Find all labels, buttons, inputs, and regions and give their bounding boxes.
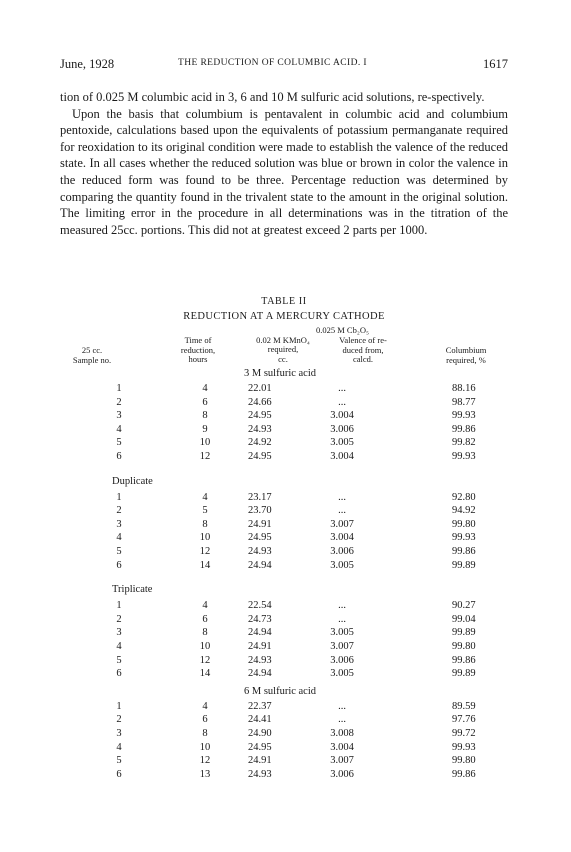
cell-kmno4: 22.54	[248, 600, 272, 612]
cell-valence: ...	[338, 491, 346, 503]
table-row	[0, 755, 571, 769]
column-header-columbium	[422, 346, 510, 365]
cell-columbium: 99.89	[452, 668, 476, 680]
table-row	[0, 451, 571, 465]
cell-kmno4: 24.91	[248, 641, 272, 652]
cell-sample: 1	[116, 491, 122, 503]
cell-time: 10	[199, 741, 211, 753]
cell-kmno4: 24.95	[248, 741, 272, 753]
cell-kmno4: 24.66	[248, 396, 272, 408]
cell-columbium: 99.04	[452, 613, 476, 625]
column-header-sample	[48, 346, 136, 365]
cell-sample: 4	[116, 532, 122, 544]
cell-columbium: 99.86	[452, 423, 476, 435]
body-text	[60, 89, 508, 238]
cell-kmno4: 24.90	[248, 728, 272, 739]
cell-kmno4: 24.93	[248, 768, 272, 780]
table-row	[0, 519, 571, 533]
cell-kmno4: 24.94	[248, 668, 272, 680]
table-column-headers	[60, 325, 520, 373]
column-header-valence-line: Valence of re-	[339, 335, 387, 345]
cell-valence: 3.004	[330, 451, 354, 462]
cell-valence: 3.005	[330, 668, 354, 680]
cell-columbium: 99.89	[452, 559, 476, 571]
cell-time: 8	[202, 728, 208, 739]
table-row	[0, 383, 571, 397]
cell-columbium: 88.16	[452, 383, 476, 394]
cell-time: 4	[202, 491, 208, 503]
column-header-kmno4-line: cc.	[278, 353, 288, 364]
table-row	[0, 532, 571, 546]
cell-valence: 3.004	[330, 532, 354, 544]
column-header-valence-line: calcd.	[352, 354, 374, 364]
table-row	[0, 655, 571, 669]
column-header-kmno4-line: 0.02 M KMnO₄	[256, 334, 310, 345]
cell-kmno4: 24.73	[248, 613, 272, 625]
cell-columbium: 99.93	[452, 410, 476, 422]
cell-time: 8	[202, 627, 208, 639]
table-caption: REDUCTION AT A MERCURY CATHODE	[183, 311, 385, 322]
section-title: 6 M sulfuric acid	[243, 685, 317, 697]
cell-columbium: 99.93	[452, 741, 476, 753]
table-row	[0, 492, 571, 506]
cell-columbium: 99.86	[452, 654, 476, 666]
cell-sample: 2	[116, 505, 122, 517]
column-header-time-line: reduction,	[180, 344, 216, 355]
cell-time: 9	[202, 423, 208, 435]
cell-time: 14	[199, 559, 211, 571]
running-head	[60, 57, 508, 75]
paragraph-1: tion of 0.025 M columbic acid in 3, 6 and 10 M sulfuric acid solutions, re-spectively.	[60, 90, 485, 104]
cell-kmno4: 24.93	[248, 654, 272, 666]
cell-kmno4: 24.95	[248, 451, 272, 462]
cell-time: 4	[202, 700, 208, 712]
column-header-sample-line: 25 cc.	[81, 345, 103, 355]
cell-columbium: 99.80	[452, 518, 476, 530]
cell-kmno4: 23.70	[248, 505, 272, 517]
cell-valence: ...	[338, 505, 346, 517]
table-number: TABLE II	[261, 296, 307, 307]
cell-sample: 4	[116, 641, 122, 652]
cell-time: 10	[199, 437, 211, 449]
table-row	[0, 769, 571, 783]
column-header-columbium-line: Columbium	[445, 345, 487, 355]
cell-columbium: 99.86	[452, 546, 476, 557]
column-header-valence	[308, 336, 418, 365]
table-row	[0, 410, 571, 424]
cell-columbium: 92.80	[452, 491, 476, 503]
cell-columbium: 99.82	[452, 437, 476, 449]
cell-columbium: 98.77	[452, 396, 476, 408]
cell-sample: 6	[116, 559, 122, 571]
cell-sample: 5	[116, 437, 122, 449]
table-row	[0, 614, 571, 628]
table-row	[0, 627, 571, 641]
table-row	[0, 546, 571, 560]
cell-sample: 1	[116, 600, 122, 612]
cell-kmno4: 24.95	[248, 532, 272, 544]
cell-columbium: 99.80	[452, 641, 476, 652]
cell-time: 10	[199, 641, 211, 652]
column-header-sample-line: Sample no.	[72, 354, 112, 365]
column-header-time-line: hours	[188, 354, 208, 364]
cell-sample: 2	[116, 714, 122, 726]
cell-kmno4: 24.93	[248, 423, 272, 435]
cell-columbium: 99.89	[452, 627, 476, 639]
cell-time: 12	[199, 755, 211, 767]
cell-valence: 3.005	[330, 437, 354, 449]
cell-time: 12	[199, 654, 211, 666]
cell-sample: 1	[116, 383, 122, 394]
table-row	[0, 560, 571, 574]
cell-valence: 3.004	[330, 410, 354, 422]
group-title: Duplicate	[112, 475, 153, 487]
cell-valence: 3.006	[330, 423, 354, 435]
cell-valence: 3.005	[330, 627, 354, 639]
cell-valence: 3.004	[330, 741, 354, 753]
cell-valence: 3.006	[330, 546, 354, 557]
cell-valence: ...	[338, 714, 346, 726]
cell-columbium: 99.93	[452, 532, 476, 544]
cell-kmno4: 24.41	[248, 714, 272, 726]
cell-valence: ...	[338, 383, 346, 394]
cell-valence: ...	[338, 613, 346, 625]
cell-kmno4: 24.92	[248, 437, 272, 449]
cell-kmno4: 22.37	[248, 700, 272, 712]
table-row	[0, 505, 571, 519]
table-row	[0, 600, 571, 614]
section-title: 3 M sulfuric acid	[243, 368, 317, 379]
cell-kmno4: 22.01	[248, 383, 272, 394]
cell-time: 12	[199, 546, 211, 557]
table-row	[0, 701, 571, 715]
cell-sample: 1	[116, 700, 122, 712]
cell-time: 8	[202, 410, 208, 422]
cell-kmno4: 24.91	[248, 518, 272, 530]
cell-valence: ...	[338, 396, 346, 408]
cell-columbium: 97.76	[452, 714, 476, 726]
cell-sample: 4	[116, 423, 122, 435]
column-header-columbium-line: required, %	[446, 354, 486, 365]
cell-valence: 3.007	[330, 755, 354, 767]
column-header-kmno4-line: 0.025 M Cb₂O₅	[316, 325, 369, 335]
cell-kmno4: 24.91	[248, 755, 272, 767]
cell-time: 13	[199, 768, 211, 780]
table-row	[0, 641, 571, 655]
cell-sample: 5	[116, 654, 122, 666]
cell-time: 8	[202, 518, 208, 530]
cell-time: 10	[199, 532, 211, 544]
cell-sample: 6	[116, 668, 122, 680]
cell-columbium: 99.72	[452, 728, 476, 739]
cell-kmno4: 24.94	[248, 559, 272, 571]
cell-sample: 6	[116, 451, 122, 462]
table-row	[0, 424, 571, 438]
table-row	[0, 668, 571, 682]
cell-time: 12	[199, 451, 211, 462]
column-header-valence-line: duced from,	[342, 344, 384, 355]
cell-columbium: 99.86	[452, 768, 476, 780]
cell-valence: 3.007	[330, 641, 354, 652]
cell-columbium: 89.59	[452, 700, 476, 712]
cell-time: 5	[202, 505, 208, 517]
paragraph-2: Upon the basis that columbium is pentavalent in columbic acid and columbium pentoxide, calculations based upon the equivalents of potassium permanganate required for reoxidation to its original condition were made to establish the valence of the reduced state. In all cases whether the reduced solution was blue or brown in color the valence in the reduced form was found to be three. Percentage reduction was determined by comparing the quantity found in the trivalent state to the amount in the original solution. The limiting error in the procedure in all determinations was in the titration of the measured 25cc. portions. This did not at greatest exceed 2 parts per 1000.	[60, 106, 508, 237]
cell-valence: 3.008	[330, 728, 354, 739]
page-number: 1617	[483, 57, 508, 71]
cell-time: 4	[202, 383, 208, 394]
cell-sample: 3	[116, 410, 122, 422]
cell-kmno4: 24.94	[248, 627, 272, 639]
cell-columbium: 94.92	[452, 505, 476, 517]
cell-sample: 2	[116, 396, 122, 408]
cell-time: 6	[202, 714, 208, 726]
cell-sample: 2	[116, 613, 122, 625]
table-row	[0, 714, 571, 728]
cell-time: 6	[202, 613, 208, 625]
cell-columbium: 90.27	[452, 600, 476, 612]
cell-time: 14	[199, 668, 211, 680]
cell-columbium: 99.80	[452, 755, 476, 767]
column-header-kmno4-line: required,	[267, 344, 299, 354]
cell-valence: ...	[338, 600, 346, 612]
cell-sample: 5	[116, 546, 122, 557]
cell-sample: 5	[116, 755, 122, 767]
cell-sample: 3	[116, 627, 122, 639]
cell-kmno4: 24.95	[248, 410, 272, 422]
table-row	[0, 397, 571, 411]
cell-kmno4: 23.17	[248, 491, 272, 503]
header-date: June, 1928	[60, 57, 115, 71]
column-header-time	[158, 336, 238, 365]
table-row	[0, 728, 571, 742]
cell-columbium: 99.93	[452, 451, 476, 462]
cell-sample: 3	[116, 728, 122, 739]
cell-time: 6	[202, 396, 208, 408]
cell-valence: 3.005	[330, 559, 354, 571]
cell-time: 4	[202, 600, 208, 612]
cell-sample: 6	[116, 768, 122, 780]
cell-sample: 4	[116, 741, 122, 753]
table-row	[0, 437, 571, 451]
cell-sample: 3	[116, 518, 122, 530]
cell-kmno4: 24.93	[248, 546, 272, 557]
cell-valence: 3.006	[330, 768, 354, 780]
header-title: THE REDUCTION OF COLUMBIC ACID. I	[178, 58, 367, 68]
group-title: Triplicate	[112, 584, 153, 596]
cell-valence: ...	[338, 700, 346, 712]
column-header-time-line: Time of	[184, 335, 212, 345]
table-row	[0, 742, 571, 756]
cell-valence: 3.007	[330, 518, 354, 530]
cell-valence: 3.006	[330, 654, 354, 666]
